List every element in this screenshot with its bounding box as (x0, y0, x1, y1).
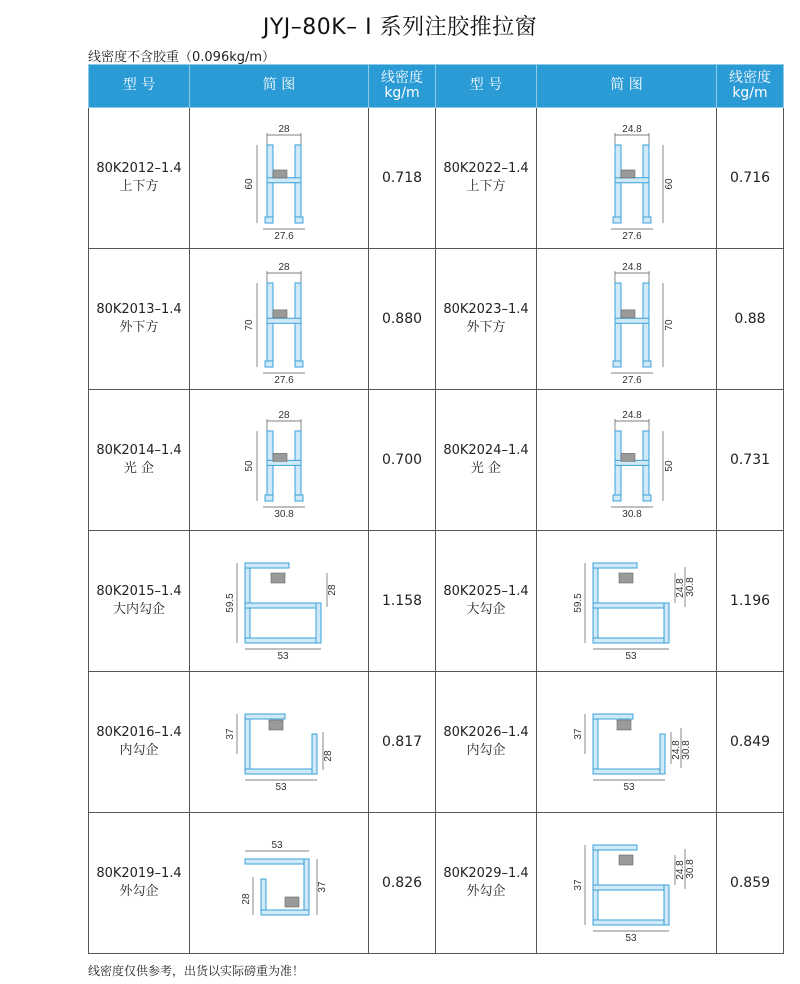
density-cell: 1.158 (369, 531, 436, 672)
picture-cell (190, 249, 369, 390)
svg-text:37: 37 (572, 728, 584, 740)
picture-cell (537, 108, 717, 249)
profile-drawing (541, 815, 713, 951)
model-code: 80K2026–1.4 (443, 725, 529, 741)
svg-text:70: 70 (244, 319, 255, 331)
model-code: 80K2015–1.4 (96, 584, 182, 600)
model-cell (436, 249, 537, 390)
density-cell: 1.196 (717, 531, 784, 672)
profile-drawing (193, 110, 365, 246)
svg-text:27.6: 27.6 (621, 231, 642, 242)
model-code: 80K2025–1.4 (443, 584, 529, 600)
model-code: 80K2024–1.4 (443, 443, 529, 459)
svg-text:60: 60 (244, 178, 255, 190)
model-desc: 外勾企 (466, 884, 506, 899)
model-desc: 大勾企 (466, 602, 506, 617)
header-density (369, 65, 436, 108)
model-desc: 大内勾企 (112, 602, 165, 617)
picture-cell (537, 672, 717, 813)
picture-cell (190, 672, 369, 813)
picture-cell (537, 249, 717, 390)
header-model: 型 号 (436, 65, 537, 108)
header-model: 型 号 (89, 65, 190, 108)
table-row (89, 531, 784, 672)
density-cell: 0.859 (717, 813, 784, 954)
svg-text:30.8: 30.8 (684, 577, 696, 597)
table-row (89, 249, 784, 390)
svg-text:30.8: 30.8 (680, 740, 692, 760)
model-cell (436, 813, 537, 954)
profile-drawing (541, 251, 713, 387)
model-cell (89, 108, 190, 249)
profile-drawing (193, 815, 365, 951)
header-density-unit: kg/m (384, 85, 420, 101)
profile-drawing (193, 251, 365, 387)
svg-text:24.8: 24.8 (621, 410, 642, 421)
svg-text:27.6: 27.6 (274, 375, 294, 386)
table-row (89, 390, 784, 531)
svg-text:27.6: 27.6 (274, 231, 294, 242)
profile-drawing (541, 674, 713, 810)
density-cell: 0.718 (369, 108, 436, 249)
table-row (89, 108, 784, 249)
profile-drawing (541, 392, 713, 528)
svg-text:28: 28 (323, 750, 334, 762)
svg-text:37: 37 (572, 879, 584, 891)
profile-drawing (541, 110, 713, 246)
density-cell: 0.716 (717, 108, 784, 249)
svg-text:53: 53 (277, 651, 289, 662)
profile-drawing (541, 533, 713, 669)
header-density (717, 65, 784, 108)
density-cell: 0.826 (369, 813, 436, 954)
model-desc: 上下方 (466, 179, 506, 194)
svg-text:24.8: 24.8 (621, 262, 642, 273)
density-note: 线密度不含胶重（0.096kg/m） (88, 50, 276, 65)
model-desc: 光 企 (123, 461, 155, 476)
table-row (89, 813, 784, 954)
model-desc: 外下方 (119, 320, 159, 335)
picture-cell (190, 531, 369, 672)
model-desc: 内勾企 (119, 743, 159, 758)
svg-text:30.8: 30.8 (274, 509, 294, 520)
model-code: 80K2016–1.4 (96, 725, 182, 741)
model-code: 80K2013–1.4 (96, 302, 182, 318)
svg-text:50: 50 (244, 460, 255, 472)
header-density-line1: 线密度 (729, 69, 771, 86)
svg-text:53: 53 (271, 840, 283, 851)
svg-text:28: 28 (278, 262, 290, 273)
model-cell (89, 672, 190, 813)
svg-text:24.8: 24.8 (674, 860, 686, 880)
model-code: 80K2029–1.4 (443, 866, 529, 882)
table-row (89, 672, 784, 813)
profile-drawing (193, 533, 365, 669)
model-code: 80K2023–1.4 (443, 302, 529, 318)
svg-text:60: 60 (663, 178, 675, 190)
svg-text:59.5: 59.5 (225, 593, 236, 613)
model-desc: 内勾企 (466, 743, 506, 758)
header-density-unit: kg/m (732, 85, 768, 101)
model-desc: 上下方 (119, 179, 159, 194)
density-cell: 0.817 (369, 672, 436, 813)
svg-text:24.8: 24.8 (674, 578, 686, 598)
density-cell: 0.880 (369, 249, 436, 390)
model-cell (436, 531, 537, 672)
picture-cell (537, 390, 717, 531)
model-cell (89, 249, 190, 390)
model-desc: 光 企 (470, 461, 502, 476)
header-picture: 简 图 (190, 65, 369, 108)
svg-text:28: 28 (241, 893, 252, 905)
model-code: 80K2012–1.4 (96, 161, 182, 177)
model-desc: 外勾企 (119, 884, 159, 899)
svg-text:30.8: 30.8 (684, 859, 696, 879)
model-cell (89, 531, 190, 672)
header-density-line1: 线密度 (381, 69, 423, 86)
svg-text:24.8: 24.8 (621, 124, 642, 135)
density-cell: 0.849 (717, 672, 784, 813)
model-cell (89, 390, 190, 531)
svg-text:59.5: 59.5 (572, 593, 584, 613)
svg-text:28: 28 (278, 410, 290, 421)
model-code: 80K2014–1.4 (96, 443, 182, 459)
profile-drawing (193, 392, 365, 528)
svg-text:28: 28 (327, 584, 338, 596)
model-code: 80K2019–1.4 (96, 866, 182, 882)
picture-cell (537, 531, 717, 672)
svg-text:53: 53 (622, 782, 635, 793)
model-cell (436, 108, 537, 249)
picture-cell (537, 813, 717, 954)
svg-text:53: 53 (275, 782, 287, 793)
density-cell: 0.88 (717, 249, 784, 390)
footer-disclaimer: 线密度仅供参考，出货以实际磅重为准！ (88, 964, 305, 978)
svg-text:50: 50 (663, 460, 675, 472)
model-desc: 外下方 (466, 320, 506, 335)
svg-text:37: 37 (317, 881, 328, 893)
density-cell: 0.700 (369, 390, 436, 531)
picture-cell (190, 813, 369, 954)
model-code: 80K2022–1.4 (443, 161, 529, 177)
svg-text:24.8: 24.8 (670, 740, 682, 760)
svg-text:27.6: 27.6 (621, 375, 642, 386)
model-cell (89, 813, 190, 954)
header-picture: 简 图 (537, 65, 717, 108)
model-cell (436, 672, 537, 813)
profile-drawing (193, 674, 365, 810)
density-cell: 0.731 (717, 390, 784, 531)
svg-text:53: 53 (624, 651, 637, 662)
picture-cell (190, 390, 369, 531)
model-cell (436, 390, 537, 531)
svg-text:53: 53 (624, 933, 637, 944)
svg-text:30.8: 30.8 (621, 509, 642, 520)
profile-table (88, 64, 784, 954)
svg-text:70: 70 (663, 319, 675, 331)
svg-text:28: 28 (278, 124, 290, 135)
page-title: JYJ–80K– Ⅰ 系列注胶推拉窗 (262, 15, 538, 40)
table-header-row (89, 65, 784, 108)
picture-cell (190, 108, 369, 249)
svg-text:37: 37 (225, 728, 236, 740)
